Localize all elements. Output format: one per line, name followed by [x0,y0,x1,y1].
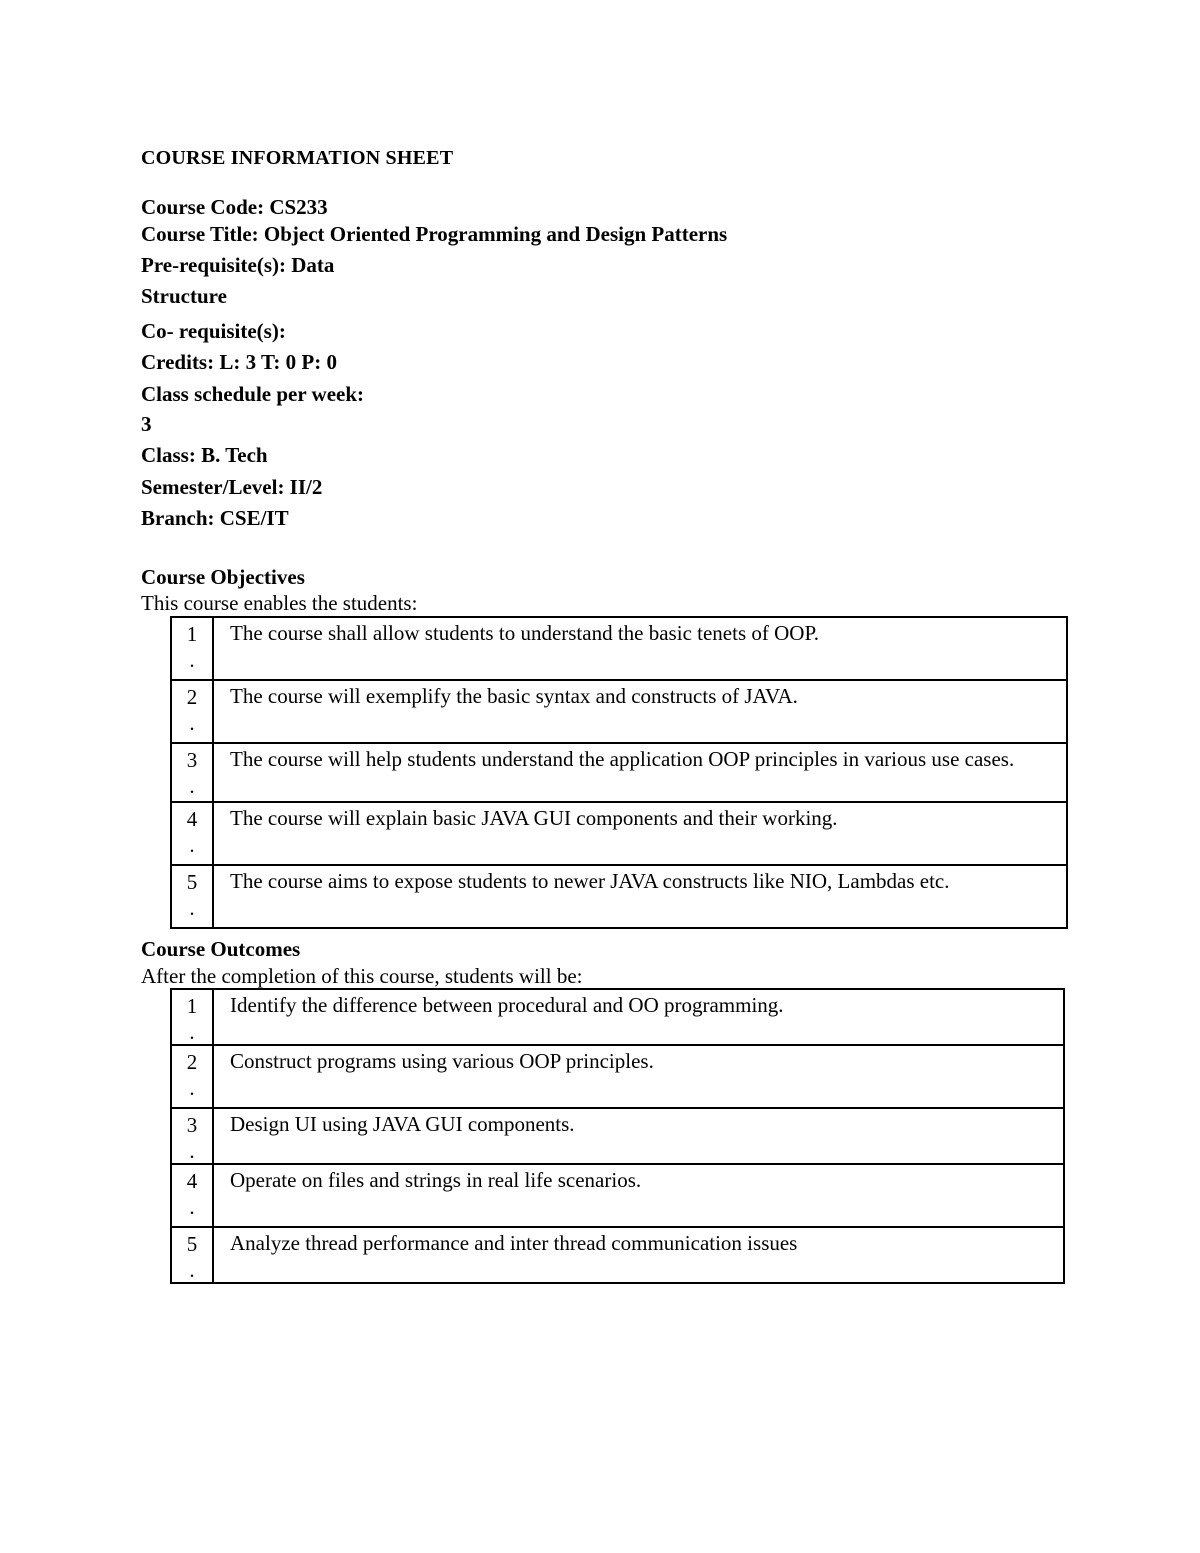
credits: Credits: L: 3 T: 0 P: 0 [141,350,337,374]
table-row [171,989,1064,1045]
table-row [171,865,1067,928]
objectives-title: Course Objectives [141,565,305,589]
corequisites: Co- requisite(s): [141,319,286,343]
class-schedule-label: Class schedule per week: [141,382,365,406]
objective-text: The course shall allow students to understand the basic tenets of OOP. [213,617,1067,680]
item-number: 3 . [171,743,213,802]
table-row [171,1227,1064,1283]
prerequisites-continued: Structure [141,284,227,308]
item-number: 4 . [171,1164,213,1227]
item-number: 5 . [171,1227,213,1283]
outcomes-intro: After the completion of this course, students will be: [141,964,583,988]
class: Class: B. Tech [141,443,268,467]
item-number: 3 . [171,1108,213,1164]
outcomes-title: Course Outcomes [141,937,301,961]
objective-text: The course will exemplify the basic syntax and constructs of JAVA. [213,680,1067,743]
table-row [171,1108,1064,1164]
item-number: 5 . [171,865,213,928]
table-row [171,680,1067,743]
item-number: 2 . [171,680,213,743]
outcomes-table [170,988,1065,1284]
objective-text: The course will explain basic JAVA GUI components and their working. [213,802,1067,865]
course-title: Course Title: Object Oriented Programming and Design Patterns [141,222,728,246]
table-row [171,743,1067,802]
outcome-text: Construct programs using various OOP principles. [213,1045,1064,1108]
branch: Branch: CSE/IT [141,506,289,530]
course-code: Course Code: CS233 [141,195,328,219]
objective-text: The course will help students understand the application OOP principles in various use cases. [213,743,1067,802]
class-schedule-value: 3 [141,412,152,436]
objectives-intro: This course enables the students: [141,591,418,615]
item-number: 1 . [171,617,213,680]
semester-level: Semester/Level: II/2 [141,475,323,499]
table-row [171,617,1067,680]
item-number: 4 . [171,802,213,865]
prerequisites: Pre-requisite(s): Data [141,253,335,277]
outcome-text: Operate on files and strings in real life scenarios. [213,1164,1064,1227]
table-row [171,1045,1064,1108]
outcome-text: Design UI using JAVA GUI components. [213,1108,1064,1164]
outcome-text: Analyze thread performance and inter thread communication issues [213,1227,1064,1283]
outcome-text: Identify the difference between procedural and OO programming. [213,989,1064,1045]
table-row [171,1164,1064,1227]
item-number: 1 . [171,989,213,1045]
item-number: 2 . [171,1045,213,1108]
page-title: COURSE INFORMATION SHEET [141,147,454,169]
objective-text: The course aims to expose students to newer JAVA constructs like NIO, Lambdas etc. [213,865,1067,928]
table-row [171,802,1067,865]
objectives-table [170,616,1068,929]
